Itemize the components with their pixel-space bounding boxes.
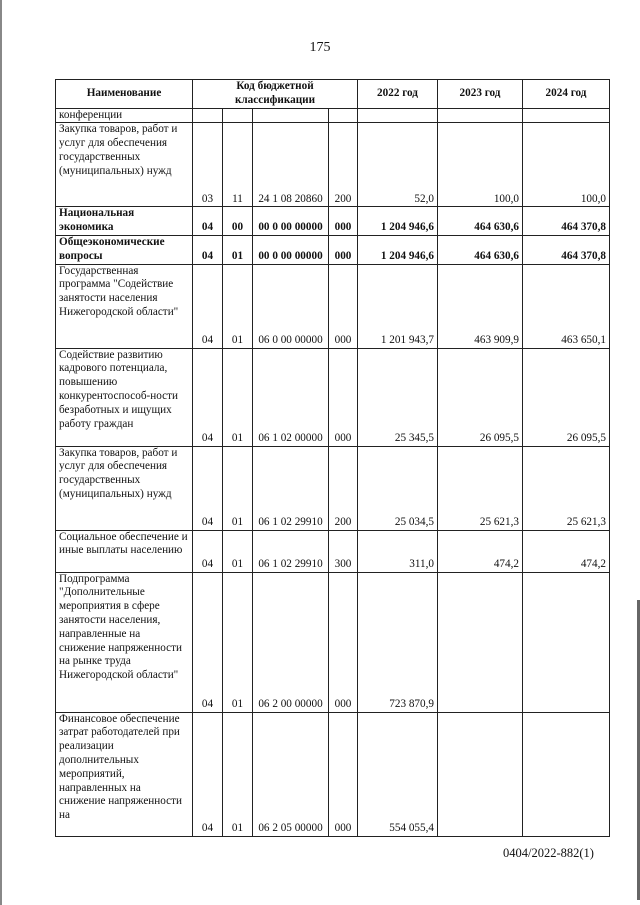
row-2023: 26 095,5	[438, 348, 523, 446]
row-name: Социальное обеспечение и иные выплаты населению	[56, 530, 193, 572]
budget-table	[55, 79, 610, 837]
row-name: Закупка товаров, работ и услуг для обеспечения государственных (муниципальных) нужд	[56, 446, 193, 530]
row-expense-type: 000	[329, 264, 358, 348]
table-row	[56, 712, 610, 836]
header-2024: 2024 год	[523, 80, 610, 109]
table-header-row	[56, 80, 610, 109]
table-row	[56, 235, 610, 264]
table-row	[56, 264, 610, 348]
row-expense-type: 000	[329, 235, 358, 264]
row-2022: 1 204 946,6	[358, 235, 438, 264]
row-expense-type: 000	[329, 572, 358, 712]
row-target: 00 0 00 00000	[253, 207, 329, 236]
row-name: Государственная программа "Содействие занятости населения Нижегородской области"	[56, 264, 193, 348]
table-row	[56, 446, 610, 530]
row-target: 06 1 02 29910	[253, 446, 329, 530]
row-section: 04	[193, 235, 223, 264]
row-2024: 464 370,8	[523, 207, 610, 236]
table-row	[56, 123, 610, 207]
row-expense-type: 200	[329, 446, 358, 530]
row-target: 24 1 08 20860	[253, 123, 329, 207]
row-subsection: 11	[223, 123, 253, 207]
row-section: 04	[193, 446, 223, 530]
row-target	[253, 108, 329, 123]
document-code: 0404/2022-882(1)	[503, 846, 594, 860]
scan-edge-left	[0, 0, 2, 905]
row-name: Содействие развитию кадрового потенциала, повышению конкурентоспособ-ности безработных и ищущих работу граждан	[56, 348, 193, 446]
row-2024	[523, 712, 610, 836]
row-2022: 52,0	[358, 123, 438, 207]
header-2023: 2023 год	[438, 80, 523, 109]
row-2024: 25 621,3	[523, 446, 610, 530]
row-subsection: 01	[223, 348, 253, 446]
row-2024: 474,2	[523, 530, 610, 572]
table-row	[56, 108, 610, 123]
row-name: Финансовое обеспечение затрат работодателей при реализации дополнительных мероприятий, направленных на снижение напряженности на	[56, 712, 193, 836]
row-subsection: 01	[223, 264, 253, 348]
row-name: конференции	[56, 108, 193, 123]
table-row	[56, 207, 610, 236]
row-expense-type: 000	[329, 348, 358, 446]
row-subsection: 01	[223, 235, 253, 264]
row-subsection: 01	[223, 530, 253, 572]
row-section: 04	[193, 712, 223, 836]
row-2023: 100,0	[438, 123, 523, 207]
table-row	[56, 348, 610, 446]
header-code: Код бюджетной классификации	[193, 80, 358, 109]
row-name: Закупка товаров, работ и услуг для обеспечения государственных (муниципальных) нужд	[56, 123, 193, 207]
row-expense-type: 300	[329, 530, 358, 572]
row-subsection: 01	[223, 572, 253, 712]
header-name: Наименование	[56, 80, 193, 109]
row-2022: 554 055,4	[358, 712, 438, 836]
row-target: 06 2 05 00000	[253, 712, 329, 836]
row-2023: 463 909,9	[438, 264, 523, 348]
row-section: 04	[193, 264, 223, 348]
row-section: 03	[193, 123, 223, 207]
page-number: 175	[309, 40, 331, 55]
row-expense-type: 000	[329, 207, 358, 236]
row-section: 04	[193, 348, 223, 446]
row-2023: 464 630,6	[438, 235, 523, 264]
row-target: 06 1 02 00000	[253, 348, 329, 446]
row-expense-type: 200	[329, 123, 358, 207]
row-2022	[358, 108, 438, 123]
row-section: 04	[193, 207, 223, 236]
row-expense-type	[329, 108, 358, 123]
table-row	[56, 530, 610, 572]
row-2022: 25 034,5	[358, 446, 438, 530]
row-section	[193, 108, 223, 123]
row-2022: 723 870,9	[358, 572, 438, 712]
row-2024: 100,0	[523, 123, 610, 207]
row-2023: 464 630,6	[438, 207, 523, 236]
row-2022: 1 201 943,7	[358, 264, 438, 348]
row-target: 06 2 00 00000	[253, 572, 329, 712]
row-section: 04	[193, 572, 223, 712]
row-target: 06 0 00 00000	[253, 264, 329, 348]
row-name: Подпрограмма "Дополнительные мероприятия в сфере занятости населения, направленные на снижение напряженности на рынке труда Нижегородской области"	[56, 572, 193, 712]
table-row	[56, 572, 610, 712]
row-subsection	[223, 108, 253, 123]
row-2022: 25 345,5	[358, 348, 438, 446]
row-subsection: 00	[223, 207, 253, 236]
row-2023: 25 621,3	[438, 446, 523, 530]
row-2024: 463 650,1	[523, 264, 610, 348]
row-name: Общеэкономические вопросы	[56, 235, 193, 264]
row-2024	[523, 572, 610, 712]
row-2022: 311,0	[358, 530, 438, 572]
row-section: 04	[193, 530, 223, 572]
row-2022: 1 204 946,6	[358, 207, 438, 236]
row-2024: 464 370,8	[523, 235, 610, 264]
header-2022: 2022 год	[358, 80, 438, 109]
row-name: Национальная экономика	[56, 207, 193, 236]
row-subsection: 01	[223, 446, 253, 530]
row-expense-type: 000	[329, 712, 358, 836]
row-target: 06 1 02 29910	[253, 530, 329, 572]
row-2023: 474,2	[438, 530, 523, 572]
row-2023	[438, 108, 523, 123]
row-target: 00 0 00 00000	[253, 235, 329, 264]
row-2024: 26 095,5	[523, 348, 610, 446]
row-subsection: 01	[223, 712, 253, 836]
row-2024	[523, 108, 610, 123]
row-2023	[438, 572, 523, 712]
row-2023	[438, 712, 523, 836]
